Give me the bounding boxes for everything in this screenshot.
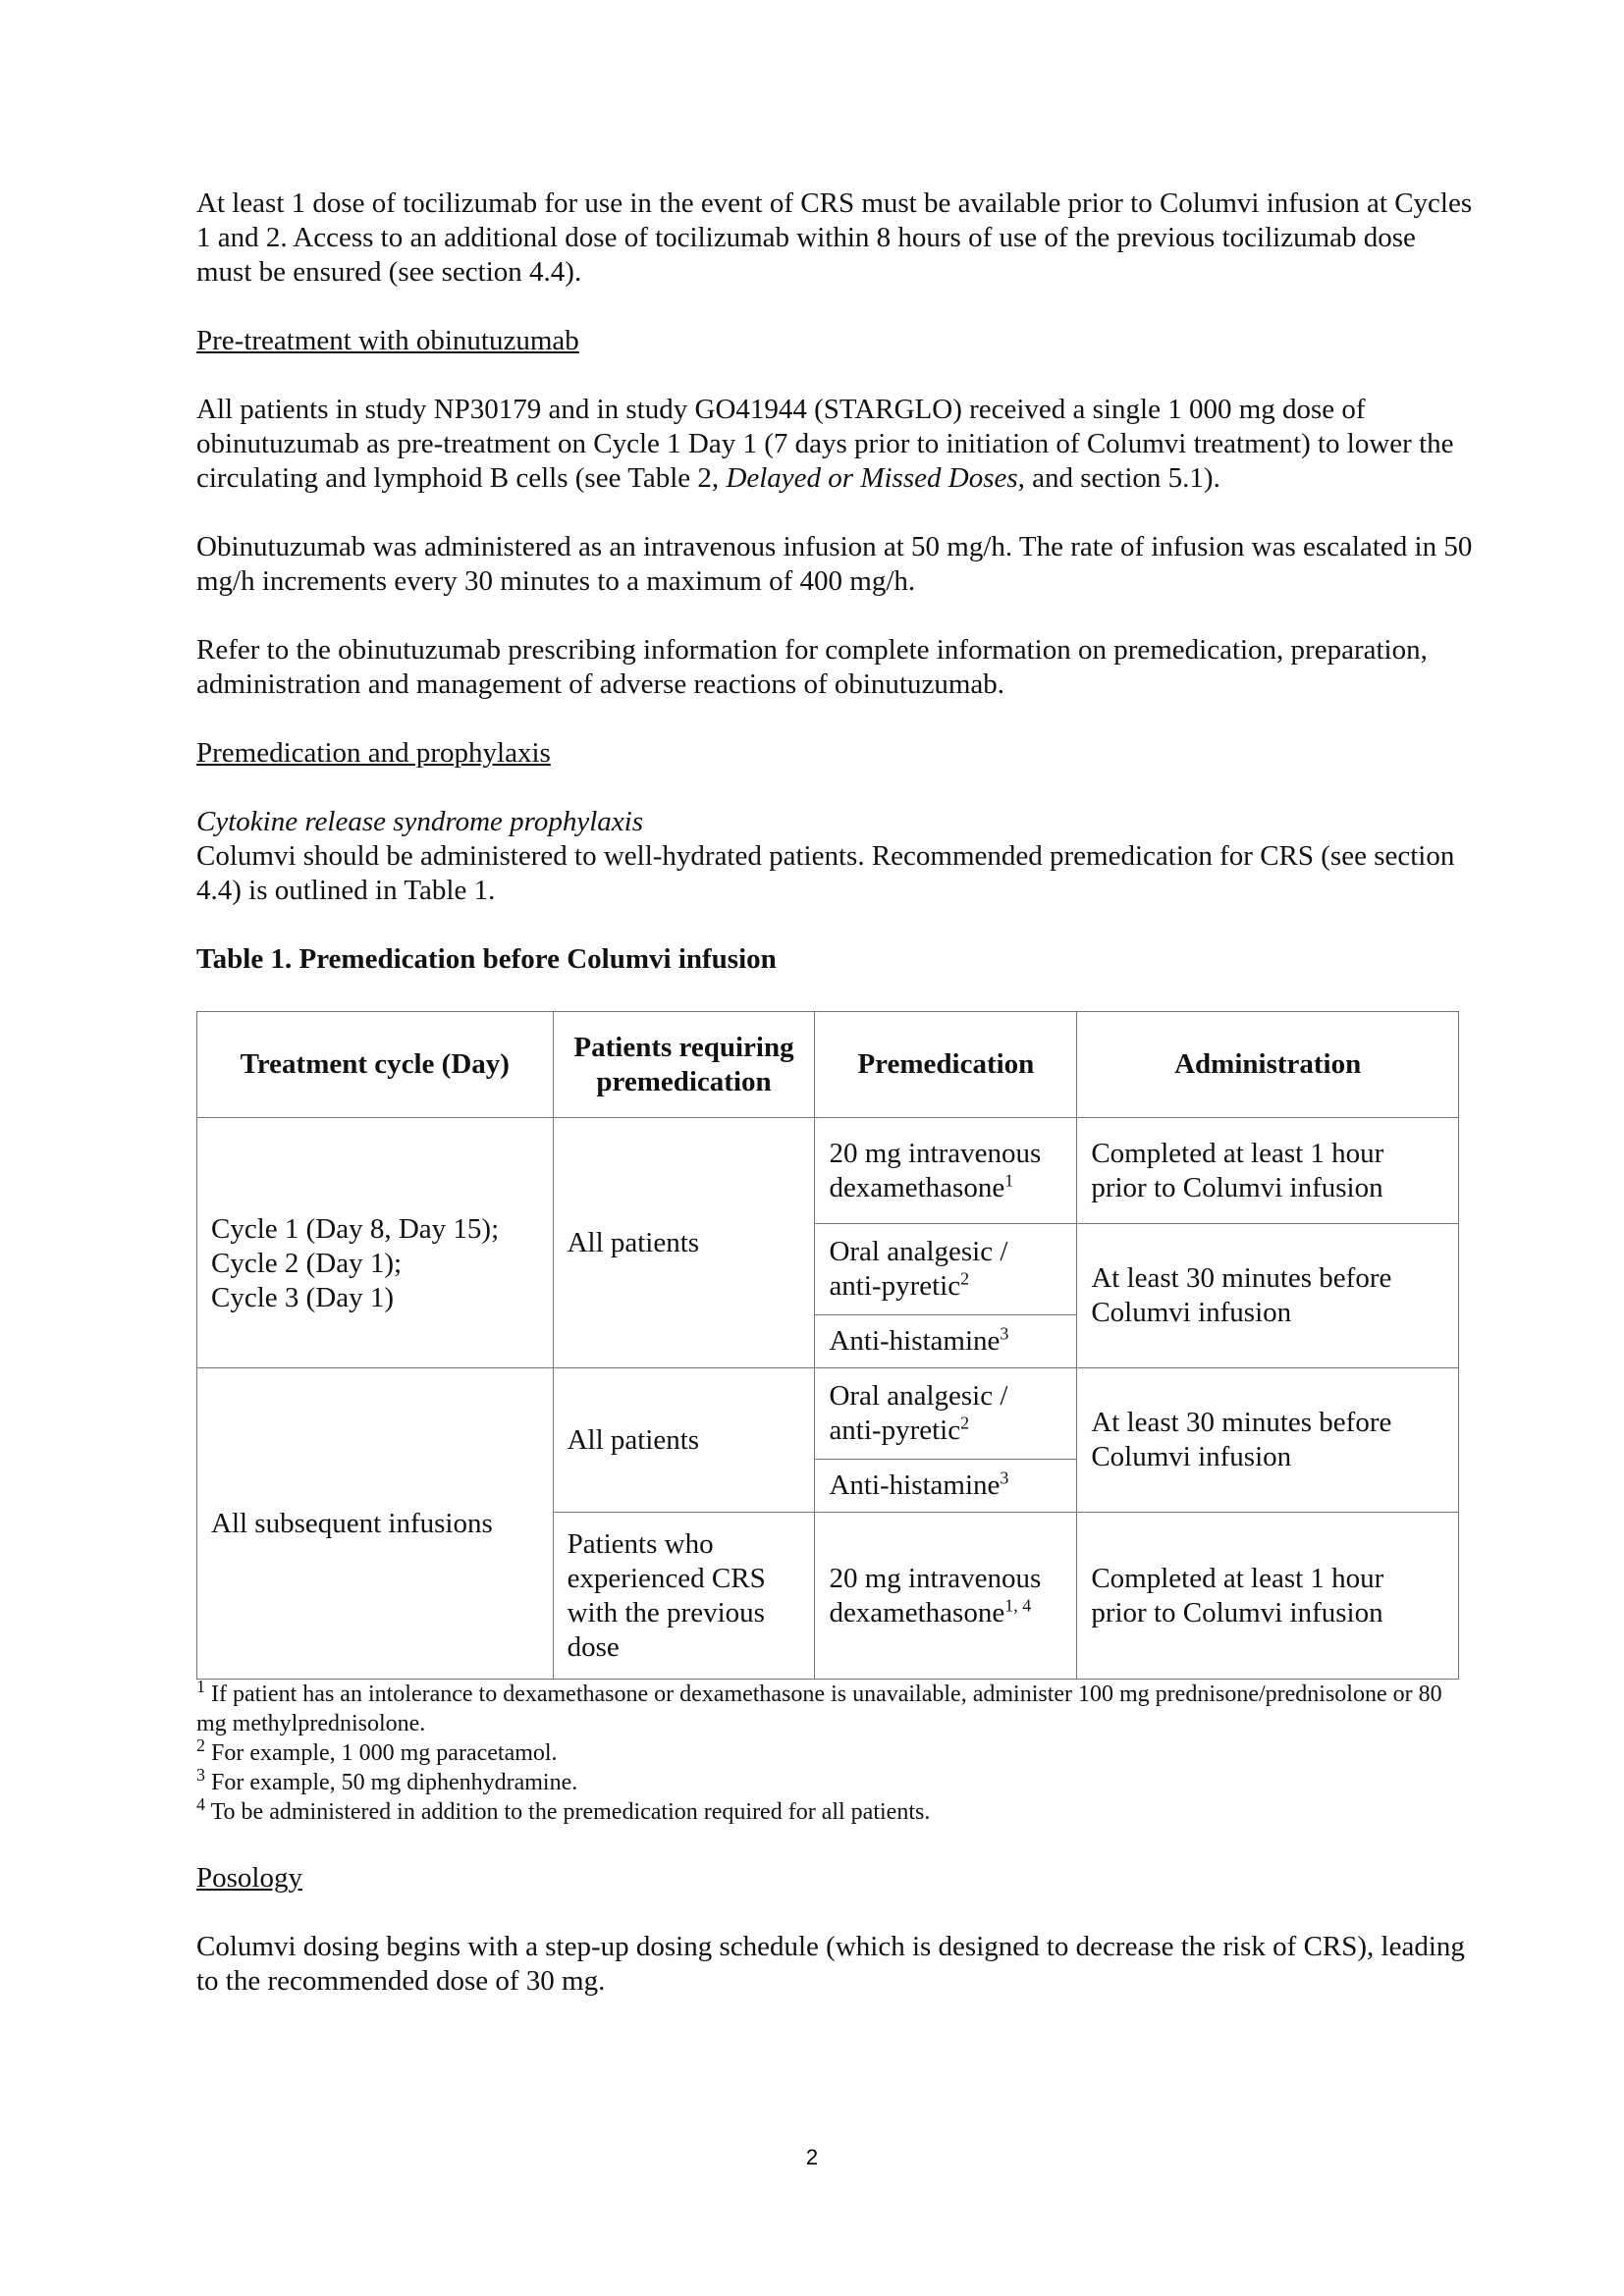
cell-dex-admin-group2: Completed at least 1 hour prior to Columvi infusion bbox=[1077, 1513, 1459, 1680]
dex-footnote-ref: 1, 4 bbox=[1004, 1594, 1032, 1615]
cycle-line-3: Cycle 3 (Day 1) bbox=[211, 1281, 395, 1313]
footnote bbox=[196, 1677, 1473, 1738]
paragraph-refer: Refer to the obinutuzumab prescribing information for complete information on premedication, preparation, administration and management of adverse reactions of obinutuzumab. bbox=[196, 634, 1428, 700]
paragraph-pretreatment-text-a: All patients in study NP30179 and in study GO41944 (STARGLO) received a single 1 000 mg dose of obinutuzumab as pre-treatment on Cycle 1 Day 1 (7 days prior to initiation of Columvi treatment) to lower the circulating and lymphoid B cells (see Table 2, bbox=[196, 394, 1454, 494]
header-treatment-cycle: Treatment cycle (Day) bbox=[197, 1012, 554, 1118]
cell-dexamethasone-group1 bbox=[815, 1118, 1077, 1224]
cell-cycle-group2: All subsequent infusions bbox=[197, 1368, 554, 1680]
footnote-text: For example, 50 mg diphenhydramine. bbox=[205, 1770, 578, 1795]
footnote-number: 4 bbox=[196, 1794, 205, 1814]
analgesic-text: Oral analgesic / anti-pyretic bbox=[829, 1236, 1008, 1302]
footnote-number: 2 bbox=[196, 1735, 205, 1755]
paragraph-pretreatment-text-b: , and section 5.1). bbox=[1017, 462, 1220, 494]
footnote bbox=[196, 1794, 1473, 1827]
header-patients-requiring: Patients requiring premedication bbox=[553, 1012, 815, 1118]
table-row bbox=[197, 1118, 1459, 1224]
antihistamine-text: Anti-histamine bbox=[829, 1469, 1001, 1501]
table-header-row bbox=[197, 1012, 1459, 1118]
footnote bbox=[196, 1765, 1473, 1797]
dex-text: 20 mg intravenous dexamethasone bbox=[829, 1562, 1042, 1629]
heading-pretreatment: Pre-treatment with obinutuzumab bbox=[196, 325, 579, 356]
paragraph-pretreatment-italic: Delayed or Missed Doses bbox=[726, 462, 1018, 494]
cell-dexamethasone-group2 bbox=[815, 1513, 1077, 1680]
dex-footnote-ref: 1 bbox=[1004, 1169, 1014, 1190]
table-footnotes bbox=[196, 1677, 1473, 1827]
dex-text: 20 mg intravenous dexamethasone bbox=[829, 1137, 1042, 1203]
paragraph-pretreatment bbox=[196, 393, 1473, 496]
cell-patients-group2b: Patients who experienced CRS with the previous dose bbox=[553, 1513, 815, 1680]
paragraph-posology: Columvi dosing begins with a step-up dosing schedule (which is designed to decrease the risk of CRS), leading to the recommended dose of 30 mg. bbox=[196, 1931, 1465, 1997]
analgesic-text: Oral analgesic / anti-pyretic bbox=[829, 1380, 1008, 1446]
paragraph-hydration: Columvi should be administered to well-hydrated patients. Recommended premedication for CRS (see section 4.4) is outlined in Table 1. bbox=[196, 840, 1455, 906]
paragraph-tocilizumab: At least 1 dose of tocilizumab for use in the event of CRS must be available prior to Columvi infusion at Cycles 1 and 2. Access to an additional dose of tocilizumab within 8 hours of use of the previous tocilizumab dose must be ensured (see section 4.4). bbox=[196, 187, 1473, 288]
cell-antihistamine-group2 bbox=[815, 1460, 1077, 1513]
cell-analgesic-group1 bbox=[815, 1224, 1077, 1315]
cell-patients-group2a: All patients bbox=[553, 1368, 815, 1513]
footnote-number: 3 bbox=[196, 1765, 205, 1785]
document-page bbox=[196, 187, 1473, 2033]
footnote bbox=[196, 1735, 1473, 1768]
table-row bbox=[197, 1368, 1459, 1460]
heading-posology: Posology bbox=[196, 1862, 302, 1894]
heading-premedication: Premedication and prophylaxis bbox=[196, 737, 551, 769]
cell-cycle-group1 bbox=[197, 1118, 554, 1368]
footnote-text: If patient has an intolerance to dexamethasone or dexamethasone is unavailable, administer 100 mg prednisone/prednisolone or 80 mg methylprednisolone. bbox=[196, 1682, 1442, 1736]
footnote-text: For example, 1 000 mg paracetamol. bbox=[205, 1740, 558, 1766]
premedication-table bbox=[196, 1011, 1459, 1680]
cycle-line-2: Cycle 2 (Day 1); bbox=[211, 1247, 403, 1279]
cell-dex-admin-group1: Completed at least 1 hour prior to Columvi infusion bbox=[1077, 1118, 1459, 1224]
antihistamine-text: Anti-histamine bbox=[829, 1325, 1001, 1357]
cycle-line-1: Cycle 1 (Day 8, Day 15); bbox=[211, 1212, 500, 1245]
table-caption: Table 1. Premedication before Columvi infusion bbox=[196, 943, 777, 975]
footnote-number: 1 bbox=[196, 1677, 205, 1696]
cell-analgesic-admin-group2: At least 30 minutes before Columvi infusion bbox=[1077, 1368, 1459, 1513]
cell-analgesic-group2 bbox=[815, 1368, 1077, 1460]
cell-antihistamine-group1 bbox=[815, 1315, 1077, 1368]
header-premedication: Premedication bbox=[815, 1012, 1077, 1118]
cell-analgesic-admin-group1: At least 30 minutes before Columvi infusion bbox=[1077, 1224, 1459, 1368]
antihistamine-footnote-ref: 3 bbox=[1000, 1468, 1009, 1488]
header-administration: Administration bbox=[1077, 1012, 1459, 1118]
cell-patients-group1: All patients bbox=[553, 1118, 815, 1368]
footnote-text: To be administered in addition to the premedication required for all patients. bbox=[205, 1799, 931, 1825]
page-number: 2 bbox=[805, 2145, 819, 2169]
paragraph-infusion-rate: Obinutuzumab was administered as an intravenous infusion at 50 mg/h. The rate of infusion was escalated in 50 mg/h increments every 30 minutes to a maximum of 400 mg/h. bbox=[196, 531, 1473, 597]
analgesic-footnote-ref: 2 bbox=[960, 1268, 970, 1289]
analgesic-footnote-ref: 2 bbox=[960, 1413, 970, 1433]
antihistamine-footnote-ref: 3 bbox=[1000, 1323, 1009, 1344]
subheading-crs-prophylaxis: Cytokine release syndrome prophylaxis bbox=[196, 806, 644, 837]
